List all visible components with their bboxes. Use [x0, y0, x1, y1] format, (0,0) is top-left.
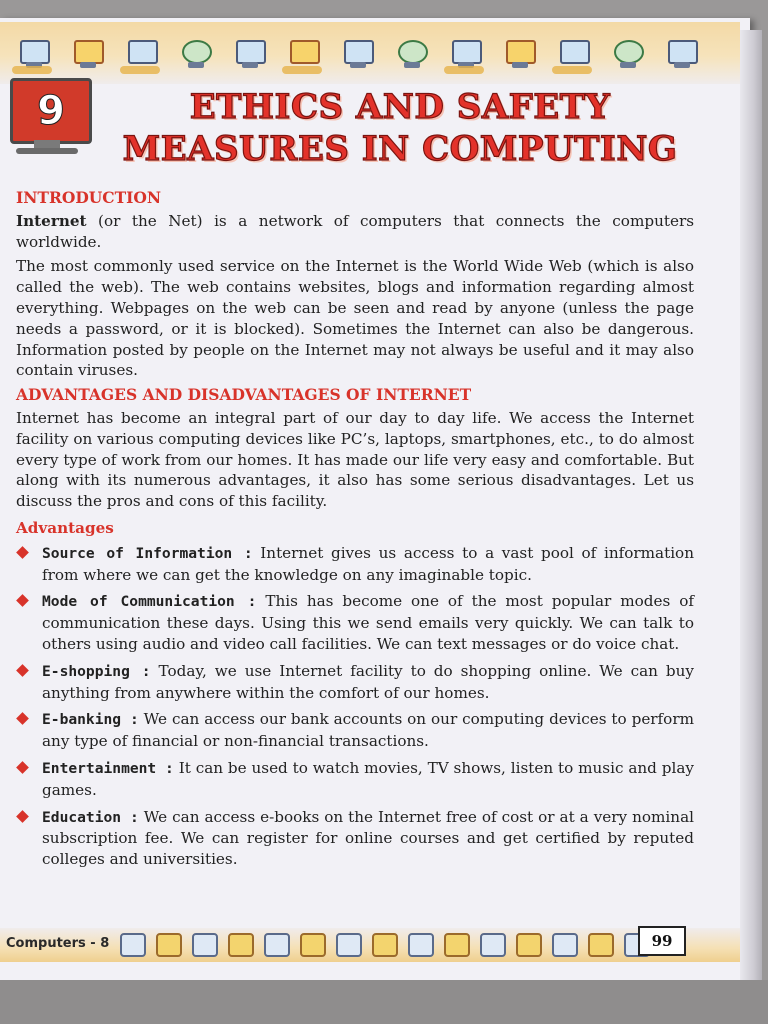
computer-clipart-icon [120, 933, 146, 957]
item-term: Source of Information : [42, 544, 253, 562]
list-item [16, 591, 694, 654]
item-text: We can access e-books on the Internet free of cost or at a very nominal subscription fee. We can register for online courses and get certified by reputed colleges and universities. [42, 807, 694, 869]
mouse-clipart-icon [550, 36, 598, 78]
chapter-title: ETHICS AND SAFETY MEASURES IN COMPUTING [122, 87, 678, 169]
item-text: Today, we use Internet facility to do shopping online. We can buy anything from anywhere within the comfort of our homes. [42, 661, 695, 702]
page-edge [740, 30, 762, 980]
mouse-clipart-icon [118, 36, 166, 78]
advantages-disadvantages-heading: ADVANTAGES AND DISADVANTAGES OF INTERNET [16, 385, 472, 405]
printer-clipart-icon [156, 933, 182, 957]
list-item [16, 543, 694, 586]
diamond-bullet-icon [16, 546, 29, 559]
diamond-bullet-icon [16, 761, 29, 774]
internet-term: Internet [16, 211, 87, 230]
header-clipart-row [10, 30, 730, 84]
advantages-list [16, 543, 694, 870]
robot-clipart-icon [228, 933, 254, 957]
printer-clipart-icon [588, 933, 614, 957]
printer-clipart-icon [280, 36, 328, 78]
page-number: 99 [638, 926, 686, 956]
monitor-clipart-icon [480, 933, 506, 957]
intro-paragraph-2: The most commonly used service on the Internet is the World Wide Web (which is also called the web). The web contains websites, blogs and information regarding almost everything. Webpages on the web can be seen and read by anyone (unless the page needs a password, or it is blocked). Sometimes the Internet can also be dangerous. Information posted by people on the Internet may not always be useful and it may also contain viruses. [16, 257, 694, 380]
mouse-clipart-icon [192, 933, 218, 957]
scanner-background [0, 980, 768, 1024]
computer-clipart-icon [64, 36, 112, 78]
computer-clipart-icon [336, 933, 362, 957]
monitor-clipart-icon [604, 36, 652, 78]
computer-clipart-icon [442, 36, 490, 78]
robot-clipart-icon [444, 933, 470, 957]
item-term: E-banking : [42, 711, 139, 729]
mouse-clipart-icon [408, 933, 434, 957]
item-text: It can be used to watch movies, TV shows, listen to music and play games. [42, 758, 694, 799]
computer-clipart-icon [10, 36, 58, 78]
page-body [16, 188, 694, 876]
robot-clipart-icon [388, 36, 436, 78]
item-text: We can access our bank accounts on our computing devices to perform any type of financial or non-financial transactions. [42, 710, 694, 751]
fax-clipart-icon [300, 933, 326, 957]
advdis-paragraph: Internet has become an integral part of our day to day life. We access the Internet facility on various computing devices like PC’s, laptops, smartphones, etc., to do almost every type of work from our homes. It has made our life very easy and comfortable. But along with its numerous advantages, it also has some serious disadvantages. Let us discuss the pros and cons of this facility. [16, 408, 694, 511]
item-term: Entertainment : [42, 759, 174, 777]
item-term: E-shopping : [42, 662, 151, 680]
chapter-number-badge [10, 78, 92, 144]
footer-clipart-row [120, 930, 640, 960]
mouse-clipart-icon [172, 36, 220, 78]
chapter-number: 9 [37, 88, 65, 134]
list-item [16, 709, 694, 752]
fax-clipart-icon [516, 933, 542, 957]
diamond-bullet-icon [16, 712, 29, 725]
diamond-bullet-icon [16, 664, 29, 677]
advantages-subheading: Advantages [16, 518, 114, 537]
introduction-heading: INTRODUCTION [16, 188, 162, 207]
diamond-bullet-icon [16, 810, 29, 823]
list-item [16, 758, 694, 801]
computer-clipart-icon [552, 933, 578, 957]
list-item [16, 807, 694, 870]
book-label: Computers - 8 [6, 936, 110, 951]
fax-clipart-icon [334, 36, 382, 78]
diamond-bullet-icon [16, 594, 29, 607]
printer-clipart-icon [372, 933, 398, 957]
monitor-foot [16, 148, 78, 154]
computer-clipart-icon [496, 36, 544, 78]
item-text: This has become one of the most popular modes of communication these days. Using this we send emails very quickly. We can talk to others using audio and video call facilities. We can text messages or do voice chat. [42, 592, 694, 653]
item-term: Education : [42, 808, 139, 826]
item-term: Mode of Communication : [42, 593, 257, 611]
intro-paragraph-1 [16, 211, 694, 253]
monitor-clipart-icon [226, 36, 274, 78]
printer-clipart-icon [658, 36, 706, 78]
monitor-stand [34, 140, 60, 148]
item-text: Internet gives us access to a vast pool of information from where we can get the knowledge on any imaginable topic. [42, 543, 694, 584]
list-item [16, 661, 694, 704]
monitor-clipart-icon [264, 933, 290, 957]
intro-paragraph-1-text: (or the Net) is a network of computers that connects the computers worldwide. [16, 211, 694, 251]
